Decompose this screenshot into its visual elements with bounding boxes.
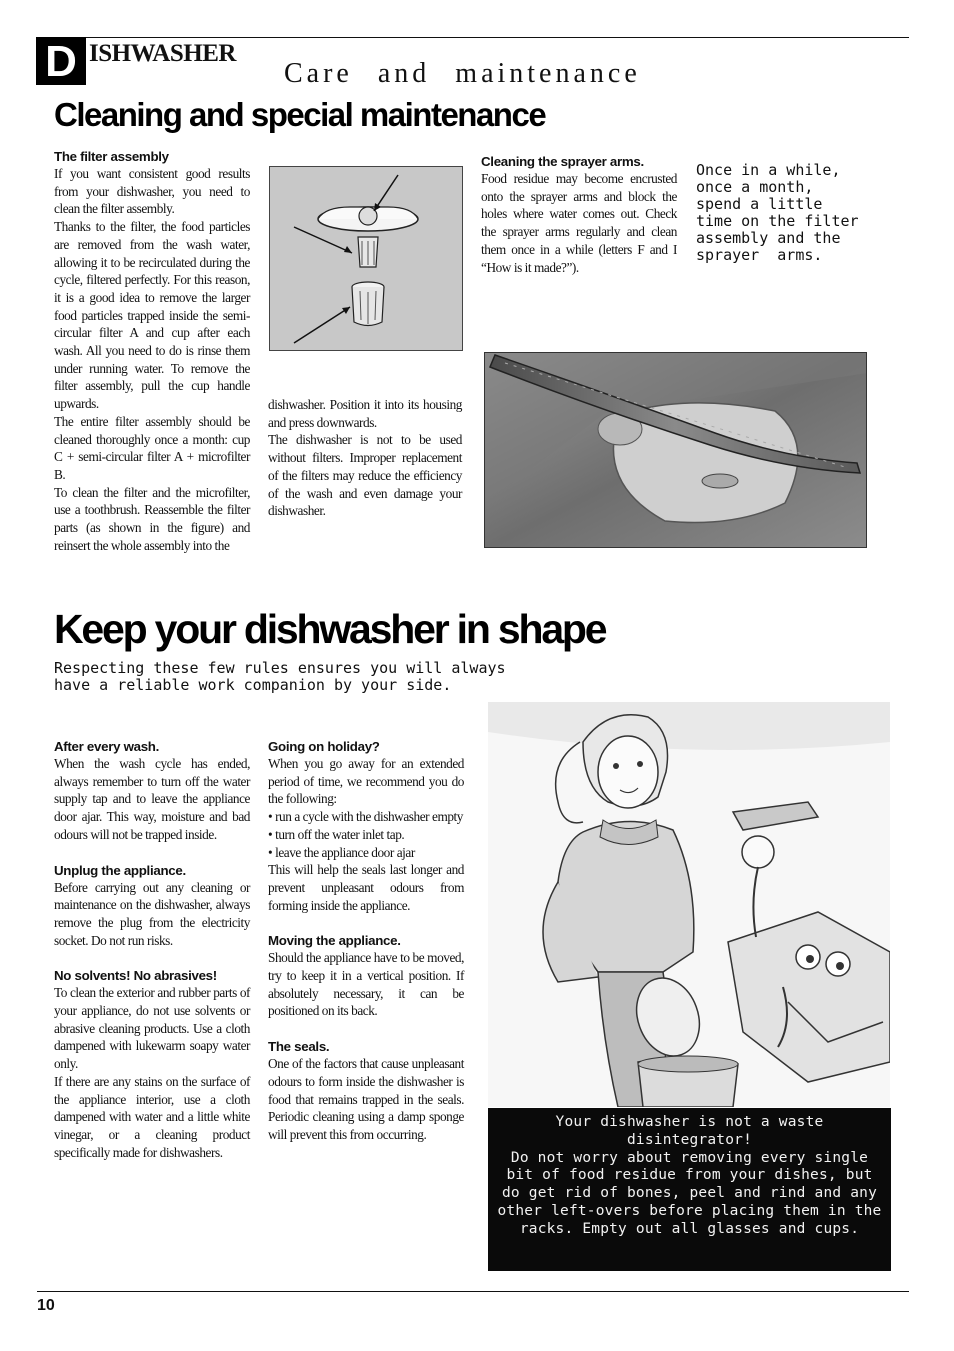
holiday-bullet: • leave the appliance door ajar: [268, 844, 415, 860]
unplug-heading: Unplug the appliance.: [54, 862, 186, 878]
brand-name: ISHWASHER: [89, 40, 236, 67]
keep-intro: Respecting these few rules ensures you will always have a reliable work companion by your side.: [54, 659, 506, 694]
warning-text: Your dishwasher is not a waste disintegrator! Do not worry about removing every single bit of food residue from your dishes, but do get rid of bones, peel and rind and any other left-overs before placing them in the racks. Empty out all glasses and cups.: [497, 1114, 882, 1237]
top-rule: [37, 37, 909, 38]
filter-paragraph: The entire filter assembly should be cleaned thoroughly once a month: cup C + semi-circular filter A + microfilter B.: [54, 413, 250, 482]
filter-paragraph: Thanks to the filter, the food particles are removed from the wash water, allowing it to be recirculated during the cycle, filtered perfectly. For this reason, it is a good idea to remove the larger food particles trapped inside the semi-circular filter A and cup after each wash. All you need to do is rinse them under running water. To remove the filter assembly, pull the cup handle upwards.: [54, 219, 250, 412]
moving-text: Should the appliance have to be moved, try to keep it in a vertical position. If absolutely necessary, it can be positioned on its back.: [268, 950, 464, 1019]
filter-column-1: [54, 148, 250, 554]
holiday-heading: Going on holiday?: [268, 739, 380, 754]
holiday-after-text: This will help the seals last longer and prevent unpleasant odours from forming inside the appliance.: [268, 862, 464, 913]
holiday-bullet: • run a cycle with the dishwasher empty: [268, 809, 463, 825]
maintenance-tip: Once in a while, once a month, spend a little time on the filter assembly and the sprayer arms.: [696, 161, 859, 264]
filter-assembly-figure: [269, 166, 463, 351]
keep-heading: Keep your dishwasher in shape: [54, 606, 606, 652]
filter-paragraph: If you want consistent good results from your dishwasher, you need to clean the filter assembly.: [54, 166, 250, 217]
seals-heading: The seals.: [268, 1039, 330, 1055]
filter-paragraph: To clean the filter and the microfilter, use a toothbrush. Reassemble the filter parts (as shown in the figure) and reinsert the whole assembly into the: [54, 484, 250, 553]
filter-paragraph: The dishwasher is not to be used without filters. Improper replacement of the filters may reduce the efficiency of the wash and even damage your dishwasher.: [268, 432, 462, 519]
tips-column-1: [54, 738, 250, 1161]
section-title: Care and maintenance: [284, 58, 641, 89]
stains-text: If there are any stains on the surface of the appliance interior, use a cloth dampened with water and a little white vinegar, or a cleaning product specifically made for dishwashers.: [54, 1073, 250, 1160]
moving-heading: Moving the appliance.: [268, 933, 401, 949]
filter-paragraph: dishwasher. Position it into its housing and press downwards.: [268, 397, 462, 430]
filter-drawing: [270, 167, 464, 352]
sprayer-paragraph: Food residue may become encrusted onto the sprayer arms and block the holes where water comes out. Check the sprayer arms regularly and clean them once in a while (letters F and I “How is it made?”).: [481, 171, 677, 275]
page-number: 10: [37, 1297, 55, 1314]
no-solvents-text: To clean the exterior and rubber parts of your appliance, do not use solvents or abrasive cleaning products. Use a cloth dampened with lukewarm soapy water only.: [54, 985, 250, 1072]
filter-column-2: [268, 396, 462, 520]
cleaning-heading: Cleaning and special maintenance: [54, 96, 546, 133]
sprayer-arm-photo: [484, 352, 867, 548]
brand-initial-block: D: [36, 37, 86, 85]
after-wash-text: When the wash cycle has ended, always remember to turn off the water supply tap and to leave the appliance door ajar. This way, moisture and bad odours will not be trapped inside.: [54, 756, 250, 842]
filter-subheading: The filter assembly: [54, 149, 169, 164]
after-wash-heading: After every wash.: [54, 739, 160, 754]
bottom-rule: [37, 1291, 909, 1292]
sprayer-subheading: Cleaning the sprayer arms.: [481, 154, 644, 169]
holiday-bullet: • turn off the water inlet tap.: [268, 826, 405, 842]
holiday-text: When you go away for an extended period of time, we recommend you do the following:: [268, 756, 464, 807]
tips-column-2: [268, 738, 464, 1144]
unplug-text: Before carrying out any cleaning or maintenance on the dishwasher, always remove the plug from the electricity socket. Do not run risks.: [54, 879, 250, 948]
warning-box: [488, 1108, 891, 1271]
sprayer-column: [481, 153, 677, 276]
no-solvents-heading: No solvents! No abrasives!: [54, 968, 217, 984]
seals-text: One of the factors that cause unpleasant odours to form inside the dishwasher is food that remains trapped in the seals. Periodic cleaning using a damp sponge will prevent this from occurring.: [268, 1056, 464, 1142]
cartoon-illustration: [488, 702, 890, 1107]
